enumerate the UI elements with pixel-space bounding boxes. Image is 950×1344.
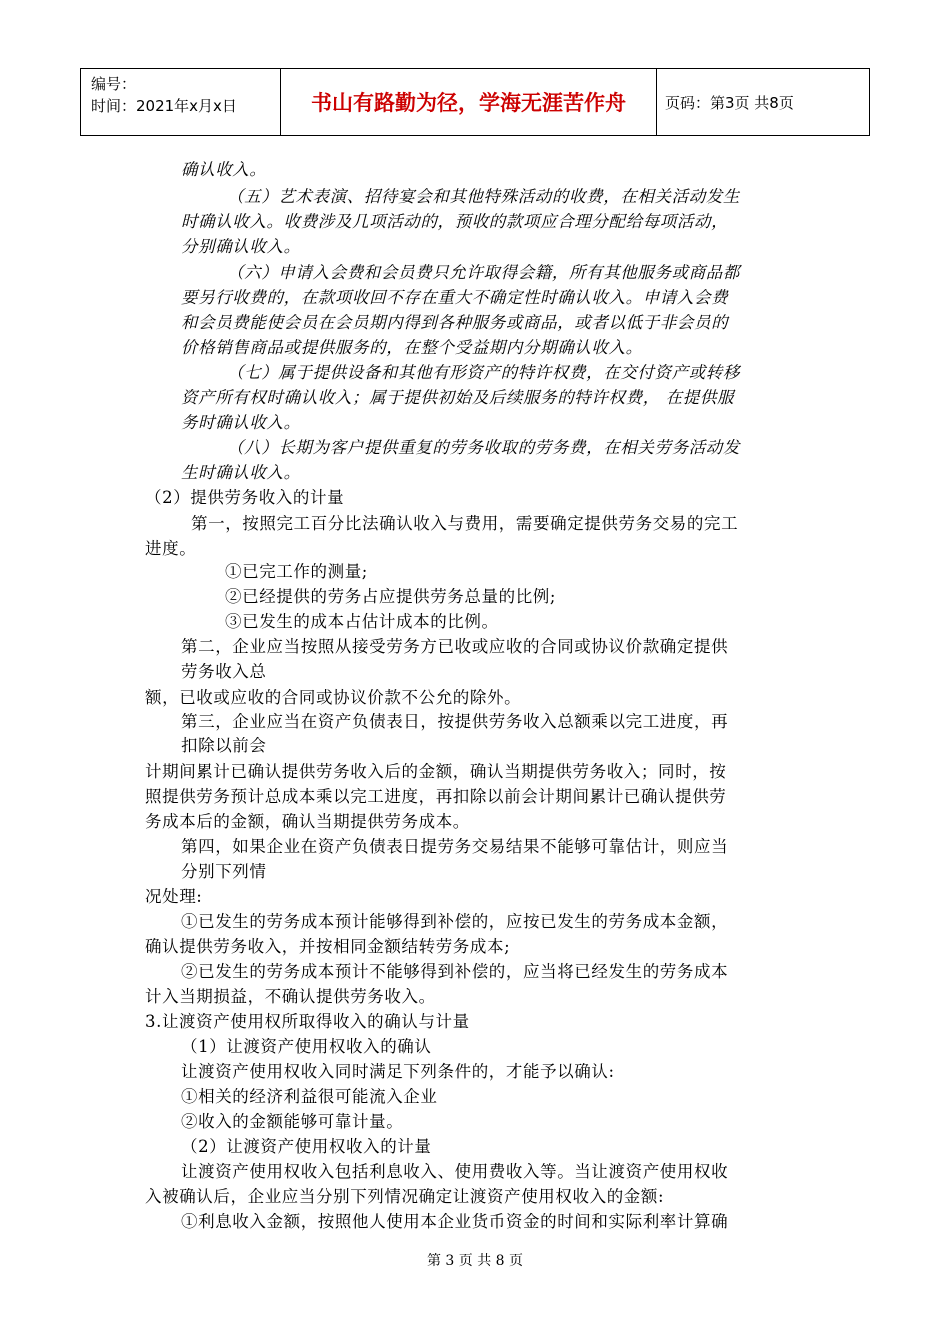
text-line: 计入当期损益，不确认提供劳务收入。 bbox=[145, 987, 436, 1006]
list-item: ②已发生的劳务成本预计不能够得到补偿的，应当将已经发生的劳务成本 bbox=[181, 962, 729, 981]
text-line: 扣除以前会 bbox=[181, 736, 267, 755]
text-line: 让渡资产使用权收入包括利息收入、使用费收入等。当让渡资产使用权收 bbox=[181, 1162, 729, 1181]
document-date: 时间：2021年x月x日 bbox=[91, 97, 237, 115]
text-line: 确认收入。 bbox=[181, 160, 267, 179]
text-line: 额，已收或应收的合同或协议价款不公允的除外。 bbox=[145, 688, 522, 707]
header-motto: 书山有路勤为径，学海无涯苦作舟 bbox=[281, 69, 657, 135]
text-line: （六）申请入会费和会员费只允许取得会籍，所有其他服务或商品都 bbox=[227, 263, 740, 282]
text-line: 让渡资产使用权收入同时满足下列条件的，才能予以确认: bbox=[181, 1062, 615, 1081]
list-item: ②已经提供的劳务占应提供劳务总量的比例; bbox=[225, 587, 557, 606]
header-meta bbox=[81, 69, 281, 135]
page-footer: 第 3 页 共 8 页 bbox=[426, 1253, 524, 1269]
text-line: 务成本后的金额，确认当期提供劳务成本。 bbox=[145, 812, 470, 831]
text-line: 分别确认收入。 bbox=[181, 237, 301, 256]
text-line: 时确认收入。收费涉及几项活动的，预收的款项应合理分配给每项活动， bbox=[181, 212, 729, 231]
list-item: ①已发生的劳务成本预计能够得到补偿的，应按已发生的劳务成本金额， bbox=[181, 912, 729, 931]
list-item: ②收入的金额能够可靠计量。 bbox=[181, 1112, 404, 1131]
text-line: （八）长期为客户提供重复的劳务收取的劳务费，在相关劳务活动发 bbox=[227, 438, 740, 457]
text-line: 第四，如果企业在资产负债表日提劳务交易结果不能够可靠估计，则应当 bbox=[181, 837, 729, 856]
list-item: ①利息收入金额，按照他人使用本企业货币资金的时间和实际利率计算确 bbox=[181, 1212, 729, 1231]
subsection-heading: （1）让渡资产使用权收入的确认 bbox=[181, 1037, 432, 1056]
section-heading: 3.让渡资产使用权所取得收入的确认与计量 bbox=[145, 1012, 470, 1031]
text-line: （七）属于提供设备和其他有形资产的特许权费，在交付资产或转移 bbox=[227, 363, 740, 382]
text-line: 和会员费能使会员在会员期内得到各种服务或商品，或者以低于非会员的 bbox=[181, 313, 729, 332]
text-line: 资产所有权时确认收入；属于提供初始及后续服务的特许权费， 在提供服 bbox=[181, 388, 735, 407]
text-line: 生时确认收入。 bbox=[181, 463, 301, 482]
text-line: （五）艺术表演、招待宴会和其他特殊活动的收费，在相关活动发生 bbox=[227, 187, 740, 206]
text-line: 第二，企业应当按照从接受劳务方已收或应收的合同或协议价款确定提供 bbox=[181, 637, 729, 656]
text-line: 第一，按照完工百分比法确认收入与费用，需要确定提供劳务交易的完工 bbox=[191, 514, 739, 533]
text-line: 劳务收入总 bbox=[181, 662, 267, 681]
text-line: 分别下列情 bbox=[181, 862, 267, 881]
list-item: ①相关的经济利益很可能流入企业 bbox=[181, 1087, 438, 1106]
list-item: ①已完工作的测量; bbox=[225, 562, 368, 581]
section-heading: （2）提供劳务收入的计量 bbox=[145, 488, 345, 507]
list-item: ③已发生的成本占估计成本的比例。 bbox=[225, 612, 499, 631]
text-line: 第三，企业应当在资产负债表日，按提供劳务收入总额乘以完工进度，再 bbox=[181, 712, 729, 731]
text-line: 确认提供劳务收入，并按相同金额结转劳务成本; bbox=[145, 937, 511, 956]
document-number-label: 编号： bbox=[91, 75, 137, 93]
text-line: 进度。 bbox=[145, 539, 197, 558]
text-line: 入被确认后，企业应当分别下列情况确定让渡资产使用权收入的金额: bbox=[145, 1187, 665, 1206]
text-line: 照提供劳务预计总成本乘以完工进度，再扣除以前会计期间累计已确认提供劳 bbox=[145, 787, 727, 806]
text-line: 价格销售商品或提供服务的，在整个受益期内分期确认收入。 bbox=[181, 338, 643, 357]
text-line: 务时确认收入。 bbox=[181, 413, 301, 432]
header-page-number: 页码：第3页 共8页 bbox=[665, 93, 794, 112]
text-line: 计期间累计已确认提供劳务收入后的金额，确认当期提供劳务收入；同时，按 bbox=[145, 762, 727, 781]
text-line: 况处理: bbox=[145, 887, 203, 906]
page-header bbox=[80, 68, 870, 136]
subsection-heading: （2）让渡资产使用权收入的计量 bbox=[181, 1137, 432, 1156]
text-line: 要另行收费的，在款项收回不存在重大不确定性时确认收入。申请入会费 bbox=[181, 288, 729, 307]
